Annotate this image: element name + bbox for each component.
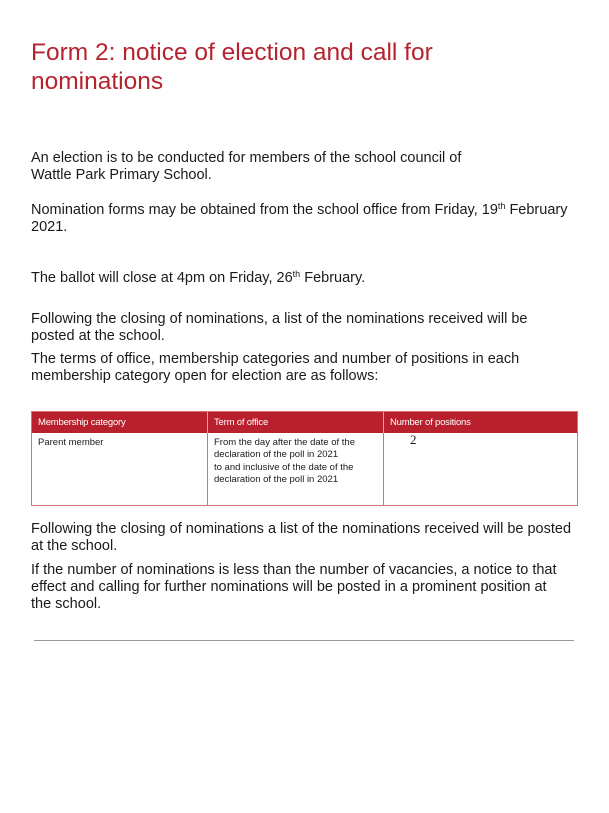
term-line: declaration of the poll in 2021 (214, 473, 339, 485)
header-membership-category: Membership category (32, 412, 208, 433)
header-number-of-positions: Number of positions (390, 417, 471, 428)
terms-of-office-paragraph (31, 351, 581, 385)
positions-table (31, 411, 578, 506)
cell-membership-category: Parent member (32, 433, 208, 505)
nomination-forms-paragraph (31, 202, 581, 236)
horizontal-divider (34, 640, 574, 641)
ballot-close-text: The ballot will close at 4pm on Friday, 26 (31, 270, 293, 286)
intro-line-1: An election is to be conducted for members of the school council of (31, 150, 462, 166)
terms-line-1: The terms of office, membership categories and number of positions in each (31, 351, 520, 367)
nomination-forms-text: Nomination forms may be obtained from the school office from Friday, 19 (31, 202, 498, 218)
vacancies-paragraph (31, 562, 581, 613)
vacancies-line-3: the school. (31, 596, 102, 612)
table-row (32, 433, 577, 505)
ballot-close-month: February. (300, 270, 366, 286)
intro-paragraph (31, 150, 581, 184)
header-term-of-office: Term of office (208, 412, 384, 433)
nominations-posted-paragraph (31, 521, 581, 555)
nomination-forms-year: 2021. (31, 219, 68, 235)
term-line: From the day after the date of the (214, 437, 355, 448)
nominations-list-line-2: posted at the school. (31, 328, 165, 344)
vacancies-line-2: effect and calling for further nominations will be posted in a prominent position at (31, 579, 547, 595)
ordinal-suffix: th (292, 269, 301, 279)
page-title: Form 2: notice of election and call for nominations (31, 39, 433, 95)
nominations-list-paragraph (31, 311, 581, 345)
ballot-close-paragraph (31, 270, 581, 287)
ordinal-suffix: th (497, 201, 506, 211)
cell-term-of-office (208, 433, 384, 505)
nominations-list-line-1: Following the closing of nominations, a list of the nominations received will be (31, 311, 528, 327)
term-line: to and inclusive of the date of the (214, 461, 354, 473)
intro-line-2: Wattle Park Primary School. (31, 167, 212, 183)
cell-number-of-positions: 2 (410, 432, 417, 447)
table-header-row (32, 412, 577, 433)
nominations-posted-line-1: Following the closing of nominations a list of the nominations received will be posted (31, 521, 572, 537)
terms-line-2: membership category open for election are as follows: (31, 368, 379, 384)
nomination-forms-month: February (505, 202, 568, 218)
vacancies-line-1: If the number of nominations is less than the number of vacancies, a notice to that (31, 562, 557, 578)
term-line: declaration of the poll in 2021 (214, 449, 339, 461)
nominations-posted-line-2: at the school. (31, 538, 118, 554)
